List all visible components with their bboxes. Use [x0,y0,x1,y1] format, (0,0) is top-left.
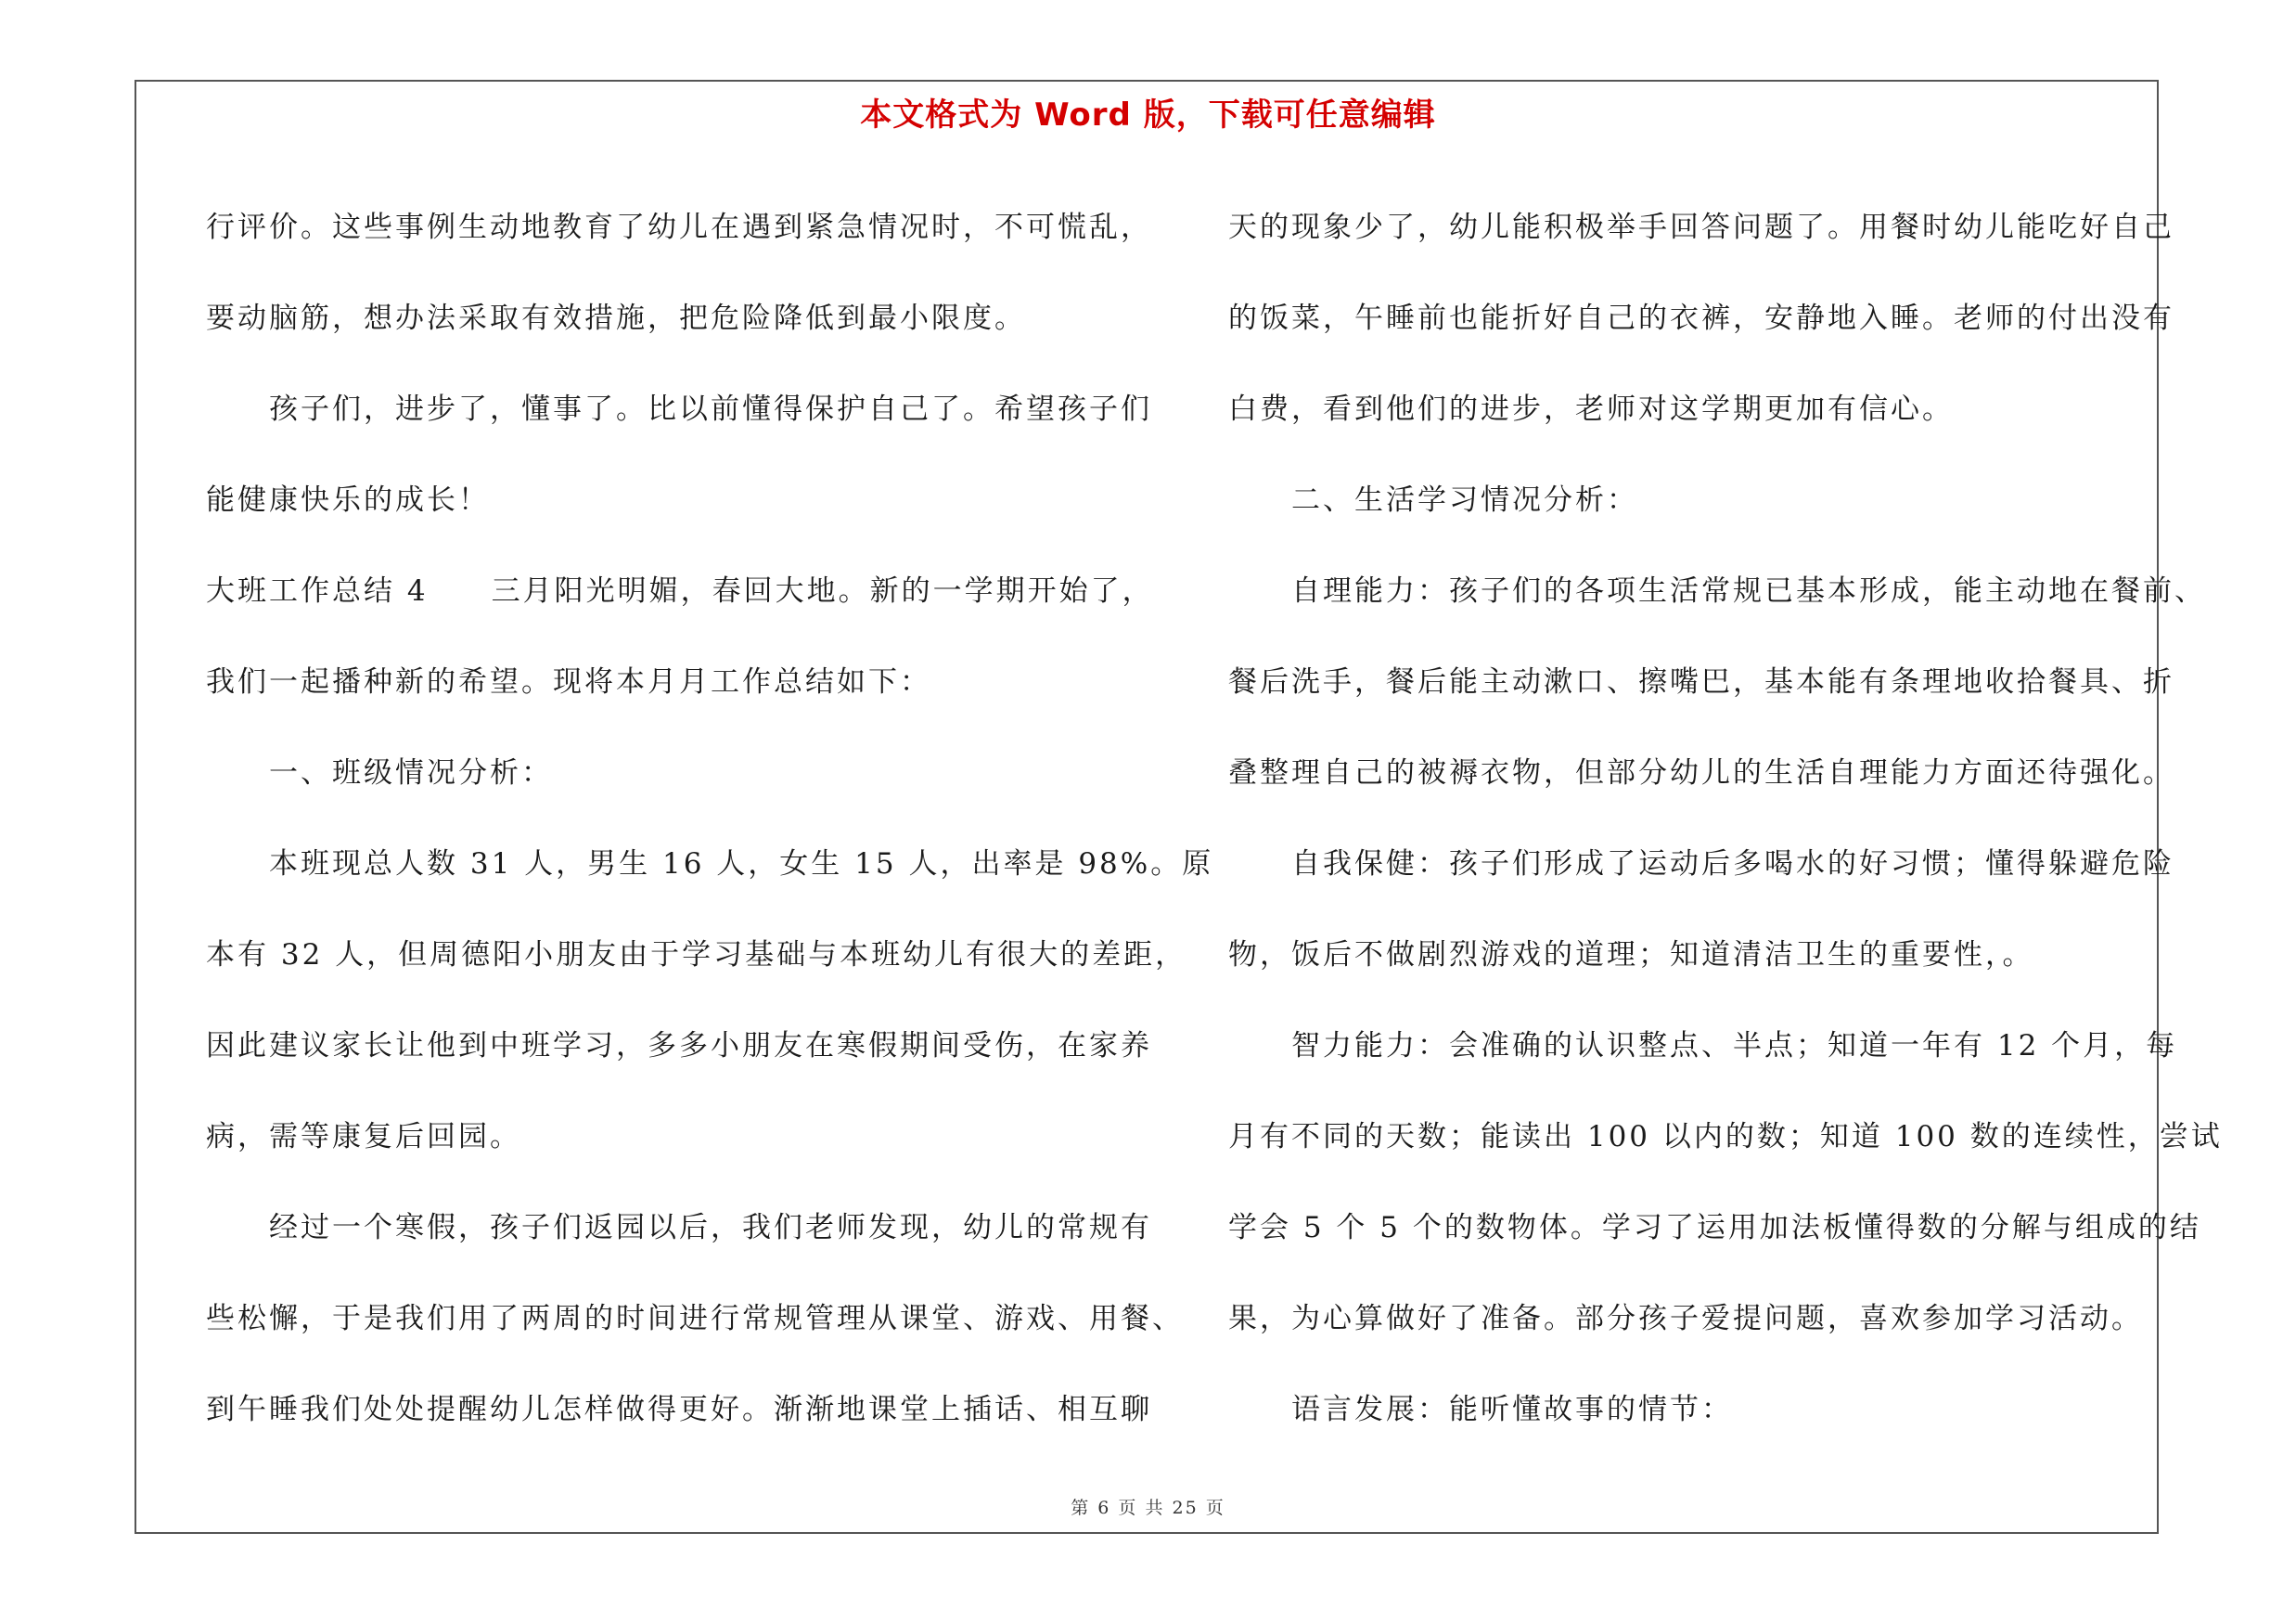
right-line-4: 二、生活学习情况分析： [1228,483,1638,517]
word-format-banner: 本文格式为 Word 版，下载可任意编辑 [860,97,1436,134]
right-line-2: 的饭菜，午睡前也能折好自己的衣裤，安静地入睡。老师的付出没有 [1228,302,2174,335]
left-line-14: 到午睡我们处处提醒幼儿怎样做得更好。渐渐地课堂上插话、相互聊 [206,1393,1152,1426]
left-line-10: 因此建议家长让他到中班学习，多多小朋友在寒假期间受伤，在家养 [206,1029,1152,1063]
left-line-1: 行评价。这些事例生动地教育了幼儿在遇到紧急情况时，不可慌乱， [206,211,1152,244]
left-line-13: 些松懈，于是我们用了两周的时间进行常规管理从课堂、游戏、用餐、 [206,1302,1184,1335]
page-number-footer: 第 6 页 共 25 页 [1071,1498,1225,1518]
right-line-1: 天的现象少了，幼儿能积极举手回答问题了。用餐时幼儿能吃好自己 [1228,211,2174,244]
left-line-8: 本班现总人数 31 人，男生 16 人，女生 15 人，出率是 98%。原 [206,847,1214,881]
right-line-8: 自我保健：孩子们形成了运动后多喝水的好习惯；懂得躲避危险 [1228,847,2174,881]
right-line-13: 果，为心算做好了准备。部分孩子爱提问题，喜欢参加学习活动。 [1228,1302,2143,1335]
right-line-5: 自理能力：孩子们的各项生活常规已基本形成，能主动地在餐前、 [1228,574,2206,608]
left-line-2: 要动脑筋，想办法采取有效措施，把危险降低到最小限度。 [206,302,1026,335]
right-line-14: 语言发展：能听懂故事的情节： [1228,1393,1733,1426]
right-line-11: 月有不同的天数；能读出 100 以内的数；知道 100 数的连续性，尝试 [1228,1120,2223,1153]
right-line-10: 智力能力：会准确的认识整点、半点；知道一年有 12 个月，每 [1228,1029,2178,1063]
right-line-6: 餐后洗手，餐后能主动漱口、擦嘴巴，基本能有条理地收拾餐具、折 [1228,665,2174,699]
right-line-7: 叠整理自己的被褥衣物，但部分幼儿的生活自理能力方面还待强化。 [1228,756,2174,790]
left-line-7: 一、班级情况分析： [206,756,553,790]
left-line-3: 孩子们，进步了，懂事了。比以前懂得保护自己了。希望孩子们 [206,393,1152,426]
left-line-11: 病，需等康复后回园。 [206,1120,521,1153]
left-line-12: 经过一个寒假，孩子们返园以后，我们老师发现，幼儿的常规有 [206,1211,1152,1244]
right-line-9: 物，饭后不做剧烈游戏的道理；知道清洁卫生的重要性，。 [1228,938,2034,972]
right-line-3: 白费，看到他们的进步，老师对这学期更加有信心。 [1228,393,1954,426]
left-text-column [206,182,1214,1455]
left-line-6: 我们一起播种新的希望。现将本月月工作总结如下： [206,665,931,699]
left-line-5: 大班工作总结 4 三月阳光明媚，春回大地。新的一学期开始了， [206,574,1154,608]
right-text-column [1228,182,2223,1455]
left-line-9: 本有 32 人，但周德阳小朋友由于学习基础与本班幼儿有很大的差距， [206,938,1187,972]
left-line-4: 能健康快乐的成长！ [206,483,490,517]
right-line-12: 学会 5 个 5 个的数物体。学习了运用加法板懂得数的分解与组成的结 [1228,1211,2201,1244]
